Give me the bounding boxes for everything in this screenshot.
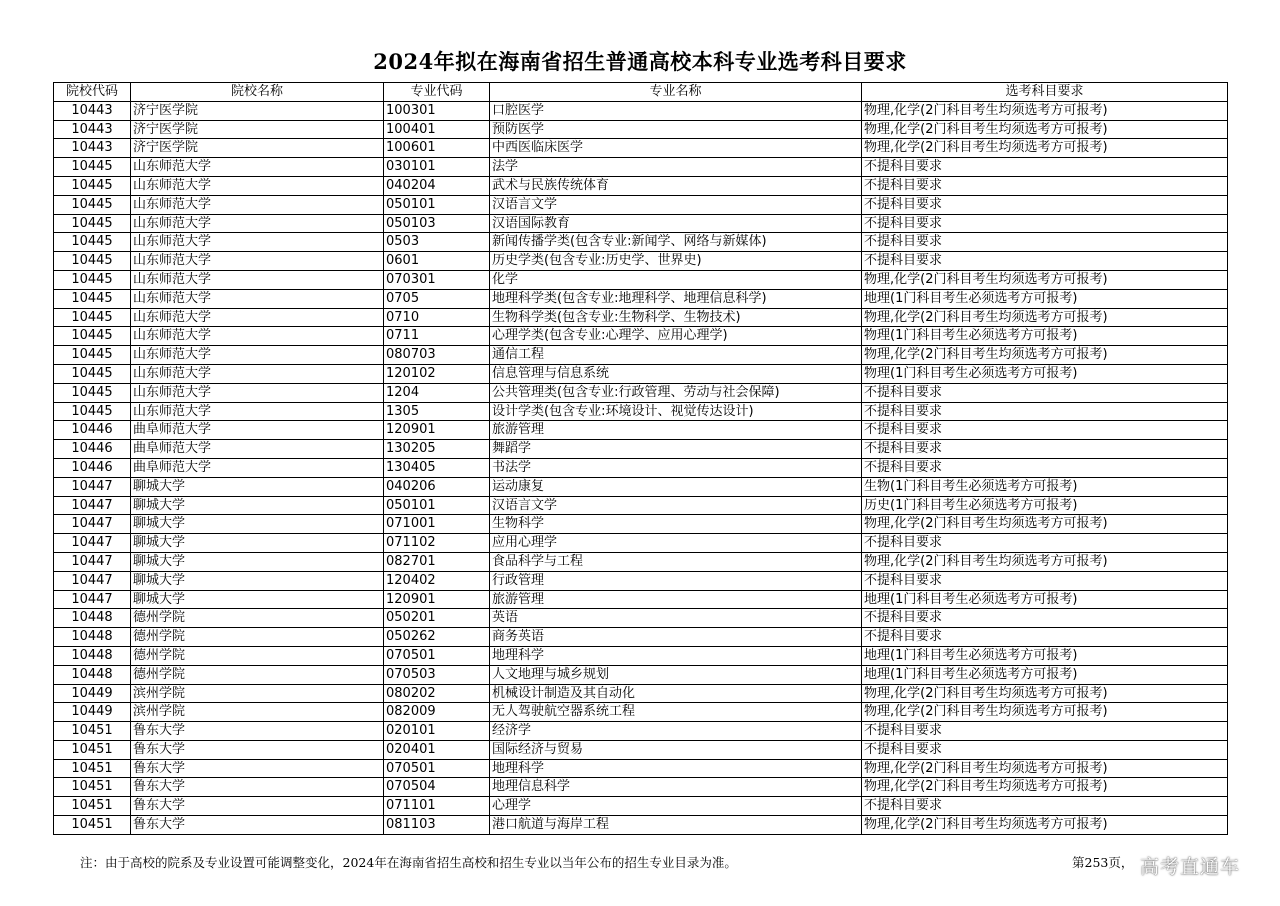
- cell-school-code: 10445: [54, 176, 131, 195]
- cell-subject-requirement: 不提科目要求: [862, 628, 1228, 647]
- cell-major-name: 汉语国际教育: [490, 214, 862, 233]
- cell-major-code: 070504: [384, 778, 490, 797]
- cell-major-name: 运动康复: [490, 477, 862, 496]
- cell-major-code: 071001: [384, 515, 490, 534]
- cell-major-code: 0601: [384, 252, 490, 271]
- cell-major-code: 130205: [384, 440, 490, 459]
- cell-school-code: 10446: [54, 440, 131, 459]
- cell-major-code: 0710: [384, 308, 490, 327]
- table-row: [54, 797, 1228, 816]
- cell-major-code: 081103: [384, 816, 490, 835]
- header-school-name: 院校名称: [131, 83, 384, 102]
- cell-subject-requirement: 不提科目要求: [862, 214, 1228, 233]
- cell-major-name: 化学: [490, 270, 862, 289]
- table-row: [54, 346, 1228, 365]
- cell-subject-requirement: 不提科目要求: [862, 233, 1228, 252]
- table-row: [54, 308, 1228, 327]
- cell-major-name: 信息管理与信息系统: [490, 364, 862, 383]
- table-row: [54, 421, 1228, 440]
- table-row: [54, 327, 1228, 346]
- cell-major-code: 050103: [384, 214, 490, 233]
- cell-school-name: 德州学院: [131, 646, 384, 665]
- cell-major-code: 120402: [384, 571, 490, 590]
- cell-school-code: 10445: [54, 214, 131, 233]
- cell-subject-requirement: 不提科目要求: [862, 797, 1228, 816]
- cell-major-name: 预防医学: [490, 120, 862, 139]
- table-row: [54, 289, 1228, 308]
- cell-school-code: 10445: [54, 158, 131, 177]
- table-row: [54, 665, 1228, 684]
- cell-school-code: 10447: [54, 534, 131, 553]
- cell-school-code: 10448: [54, 646, 131, 665]
- table-row: [54, 270, 1228, 289]
- cell-subject-requirement: 不提科目要求: [862, 402, 1228, 421]
- table-row: [54, 364, 1228, 383]
- table-row: [54, 628, 1228, 647]
- cell-major-name: 武术与民族传统体育: [490, 176, 862, 195]
- cell-major-code: 130405: [384, 458, 490, 477]
- cell-school-name: 山东师范大学: [131, 233, 384, 252]
- table-row: [54, 759, 1228, 778]
- cell-school-name: 山东师范大学: [131, 176, 384, 195]
- cell-school-code: 10448: [54, 609, 131, 628]
- cell-subject-requirement: 不提科目要求: [862, 158, 1228, 177]
- cell-major-code: 080202: [384, 684, 490, 703]
- cell-school-code: 10451: [54, 722, 131, 741]
- cell-major-name: 汉语言文学: [490, 496, 862, 515]
- cell-major-code: 080703: [384, 346, 490, 365]
- cell-school-name: 鲁东大学: [131, 740, 384, 759]
- cell-major-code: 070501: [384, 759, 490, 778]
- cell-school-code: 10443: [54, 139, 131, 158]
- table-row: [54, 120, 1228, 139]
- cell-major-code: 040206: [384, 477, 490, 496]
- cell-school-name: 聊城大学: [131, 534, 384, 553]
- cell-school-name: 滨州学院: [131, 703, 384, 722]
- cell-school-name: 滨州学院: [131, 684, 384, 703]
- cell-school-code: 10443: [54, 120, 131, 139]
- cell-major-name: 法学: [490, 158, 862, 177]
- cell-school-code: 10449: [54, 703, 131, 722]
- cell-major-name: 国际经济与贸易: [490, 740, 862, 759]
- cell-school-name: 聊城大学: [131, 515, 384, 534]
- cell-school-code: 10445: [54, 308, 131, 327]
- cell-school-code: 10443: [54, 101, 131, 120]
- cell-major-code: 120901: [384, 421, 490, 440]
- cell-school-name: 聊城大学: [131, 590, 384, 609]
- cell-subject-requirement: 不提科目要求: [862, 740, 1228, 759]
- table-body: [54, 101, 1228, 834]
- cell-school-name: 聊城大学: [131, 571, 384, 590]
- table-row: [54, 515, 1228, 534]
- cell-school-code: 10447: [54, 590, 131, 609]
- table-row: [54, 684, 1228, 703]
- cell-school-name: 山东师范大学: [131, 364, 384, 383]
- cell-major-code: 071101: [384, 797, 490, 816]
- cell-major-code: 1305: [384, 402, 490, 421]
- cell-school-name: 山东师范大学: [131, 270, 384, 289]
- table-row: [54, 646, 1228, 665]
- cell-school-code: 10445: [54, 233, 131, 252]
- cell-school-name: 山东师范大学: [131, 252, 384, 271]
- cell-major-name: 汉语言文学: [490, 195, 862, 214]
- footnote: 注：由于高校的院系及专业设置可能调整变化，2024年在海南省招生高校和招生专业以当年公布的招生专业目录为准。: [80, 855, 737, 870]
- cell-major-code: 120901: [384, 590, 490, 609]
- cell-school-code: 10446: [54, 458, 131, 477]
- table-row: [54, 383, 1228, 402]
- cell-major-name: 舞蹈学: [490, 440, 862, 459]
- cell-school-code: 10445: [54, 195, 131, 214]
- cell-subject-requirement: 不提科目要求: [862, 571, 1228, 590]
- cell-major-code: 050201: [384, 609, 490, 628]
- cell-subject-requirement: 地理(1门科目考生必须选考方可报考): [862, 665, 1228, 684]
- table-row: [54, 458, 1228, 477]
- cell-major-name: 经济学: [490, 722, 862, 741]
- cell-subject-requirement: 物理,化学(2门科目考生均须选考方可报考): [862, 703, 1228, 722]
- cell-school-name: 山东师范大学: [131, 402, 384, 421]
- table-row: [54, 722, 1228, 741]
- cell-major-name: 口腔医学: [490, 101, 862, 120]
- cell-major-name: 无人驾驶航空器系统工程: [490, 703, 862, 722]
- cell-school-name: 山东师范大学: [131, 383, 384, 402]
- header-major-name: 专业名称: [490, 83, 862, 102]
- cell-major-code: 070301: [384, 270, 490, 289]
- table-row: [54, 101, 1228, 120]
- cell-major-name: 地理科学类(包含专业:地理科学、地理信息科学): [490, 289, 862, 308]
- cell-school-name: 鲁东大学: [131, 778, 384, 797]
- cell-subject-requirement: 地理(1门科目考生必须选考方可报考): [862, 646, 1228, 665]
- cell-school-code: 10448: [54, 628, 131, 647]
- cell-subject-requirement: 不提科目要求: [862, 458, 1228, 477]
- table-row: [54, 176, 1228, 195]
- watermark-text: 高考直通车: [1140, 856, 1241, 878]
- cell-school-name: 济宁医学院: [131, 101, 384, 120]
- table-row: [54, 440, 1228, 459]
- cell-school-code: 10445: [54, 402, 131, 421]
- cell-subject-requirement: 不提科目要求: [862, 195, 1228, 214]
- cell-subject-requirement: 历史(1门科目考生必须选考方可报考): [862, 496, 1228, 515]
- cell-major-name: 设计学类(包含专业:环境设计、视觉传达设计): [490, 402, 862, 421]
- cell-major-name: 行政管理: [490, 571, 862, 590]
- cell-school-code: 10445: [54, 327, 131, 346]
- cell-major-name: 应用心理学: [490, 534, 862, 553]
- cell-major-name: 生物科学类(包含专业:生物科学、生物技术): [490, 308, 862, 327]
- header-subject-requirement: 选考科目要求: [862, 83, 1228, 102]
- cell-subject-requirement: 不提科目要求: [862, 440, 1228, 459]
- cell-subject-requirement: 物理,化学(2门科目考生均须选考方可报考): [862, 270, 1228, 289]
- cell-school-name: 鲁东大学: [131, 759, 384, 778]
- cell-major-name: 中西医临床医学: [490, 139, 862, 158]
- cell-subject-requirement: 不提科目要求: [862, 534, 1228, 553]
- cell-subject-requirement: 物理,化学(2门科目考生均须选考方可报考): [862, 778, 1228, 797]
- cell-major-code: 030101: [384, 158, 490, 177]
- table-row: [54, 571, 1228, 590]
- cell-school-code: 10447: [54, 552, 131, 571]
- cell-major-name: 港口航道与海岸工程: [490, 816, 862, 835]
- cell-major-name: 公共管理类(包含专业:行政管理、劳动与社会保障): [490, 383, 862, 402]
- header-major-code: 专业代码: [384, 83, 490, 102]
- cell-major-name: 心理学类(包含专业:心理学、应用心理学): [490, 327, 862, 346]
- cell-major-code: 020101: [384, 722, 490, 741]
- cell-school-code: 10448: [54, 665, 131, 684]
- cell-subject-requirement: 物理,化学(2门科目考生均须选考方可报考): [862, 816, 1228, 835]
- cell-subject-requirement: 物理,化学(2门科目考生均须选考方可报考): [862, 759, 1228, 778]
- cell-major-name: 地理信息科学: [490, 778, 862, 797]
- table-row: [54, 496, 1228, 515]
- header-school-code: 院校代码: [54, 83, 131, 102]
- cell-major-name: 心理学: [490, 797, 862, 816]
- cell-subject-requirement: 地理(1门科目考生必须选考方可报考): [862, 590, 1228, 609]
- cell-school-code: 10451: [54, 740, 131, 759]
- cell-major-code: 100301: [384, 101, 490, 120]
- cell-subject-requirement: 不提科目要求: [862, 609, 1228, 628]
- cell-school-code: 10451: [54, 759, 131, 778]
- cell-school-name: 德州学院: [131, 609, 384, 628]
- cell-subject-requirement: 不提科目要求: [862, 383, 1228, 402]
- cell-major-code: 050262: [384, 628, 490, 647]
- cell-school-code: 10449: [54, 684, 131, 703]
- cell-school-name: 曲阜师范大学: [131, 458, 384, 477]
- cell-subject-requirement: 物理,化学(2门科目考生均须选考方可报考): [862, 308, 1228, 327]
- table-row: [54, 703, 1228, 722]
- table-row: [54, 740, 1228, 759]
- page-number: 第253页，: [1072, 855, 1134, 870]
- cell-subject-requirement: 不提科目要求: [862, 252, 1228, 271]
- cell-school-code: 10445: [54, 364, 131, 383]
- cell-subject-requirement: 生物(1门科目考生必须选考方可报考): [862, 477, 1228, 496]
- cell-school-name: 聊城大学: [131, 496, 384, 515]
- cell-subject-requirement: 物理,化学(2门科目考生均须选考方可报考): [862, 120, 1228, 139]
- cell-major-code: 020401: [384, 740, 490, 759]
- cell-major-code: 040204: [384, 176, 490, 195]
- cell-major-name: 书法学: [490, 458, 862, 477]
- cell-major-name: 地理科学: [490, 646, 862, 665]
- cell-major-code: 070501: [384, 646, 490, 665]
- cell-school-code: 10445: [54, 252, 131, 271]
- requirements-table: [53, 82, 1228, 835]
- cell-major-name: 英语: [490, 609, 862, 628]
- cell-major-name: 人文地理与城乡规划: [490, 665, 862, 684]
- page-title: 2024年拟在海南省招生普通高校本科专业选考科目要求: [373, 49, 907, 74]
- cell-major-name: 旅游管理: [490, 590, 862, 609]
- table-row: [54, 233, 1228, 252]
- cell-major-name: 历史学类(包含专业:历史学、世界史): [490, 252, 862, 271]
- cell-subject-requirement: 物理,化学(2门科目考生均须选考方可报考): [862, 139, 1228, 158]
- cell-school-name: 聊城大学: [131, 552, 384, 571]
- cell-major-code: 1204: [384, 383, 490, 402]
- cell-subject-requirement: 不提科目要求: [862, 421, 1228, 440]
- cell-school-code: 10447: [54, 571, 131, 590]
- cell-subject-requirement: 地理(1门科目考生必须选考方可报考): [862, 289, 1228, 308]
- cell-school-name: 济宁医学院: [131, 120, 384, 139]
- cell-school-name: 曲阜师范大学: [131, 421, 384, 440]
- cell-school-name: 鲁东大学: [131, 797, 384, 816]
- table-row: [54, 214, 1228, 233]
- cell-major-code: 100601: [384, 139, 490, 158]
- cell-major-name: 地理科学: [490, 759, 862, 778]
- cell-major-name: 生物科学: [490, 515, 862, 534]
- table-row: [54, 590, 1228, 609]
- cell-school-code: 10451: [54, 797, 131, 816]
- cell-major-code: 071102: [384, 534, 490, 553]
- table-row: [54, 402, 1228, 421]
- table-row: [54, 778, 1228, 797]
- cell-school-code: 10445: [54, 346, 131, 365]
- cell-school-name: 山东师范大学: [131, 346, 384, 365]
- table-row: [54, 158, 1228, 177]
- cell-school-name: 鲁东大学: [131, 722, 384, 741]
- cell-school-code: 10445: [54, 289, 131, 308]
- cell-major-code: 0705: [384, 289, 490, 308]
- cell-subject-requirement: 物理,化学(2门科目考生均须选考方可报考): [862, 346, 1228, 365]
- cell-major-code: 050101: [384, 496, 490, 515]
- cell-subject-requirement: 物理,化学(2门科目考生均须选考方可报考): [862, 515, 1228, 534]
- cell-major-code: 0503: [384, 233, 490, 252]
- table-row: [54, 252, 1228, 271]
- cell-subject-requirement: 物理,化学(2门科目考生均须选考方可报考): [862, 101, 1228, 120]
- cell-school-code: 10446: [54, 421, 131, 440]
- table-row: [54, 816, 1228, 835]
- cell-school-name: 德州学院: [131, 628, 384, 647]
- cell-school-code: 10451: [54, 778, 131, 797]
- cell-major-code: 082701: [384, 552, 490, 571]
- table-header-row: [54, 83, 1228, 102]
- cell-major-code: 050101: [384, 195, 490, 214]
- cell-school-code: 10445: [54, 383, 131, 402]
- table-row: [54, 477, 1228, 496]
- table-row: [54, 534, 1228, 553]
- cell-school-code: 10447: [54, 515, 131, 534]
- cell-major-name: 旅游管理: [490, 421, 862, 440]
- cell-major-code: 082009: [384, 703, 490, 722]
- cell-major-name: 新闻传播学类(包含专业:新闻学、网络与新媒体): [490, 233, 862, 252]
- cell-subject-requirement: 物理(1门科目考生必须选考方可报考): [862, 327, 1228, 346]
- cell-school-name: 鲁东大学: [131, 816, 384, 835]
- cell-subject-requirement: 物理(1门科目考生必须选考方可报考): [862, 364, 1228, 383]
- cell-major-code: 070503: [384, 665, 490, 684]
- cell-subject-requirement: 物理,化学(2门科目考生均须选考方可报考): [862, 552, 1228, 571]
- cell-subject-requirement: 不提科目要求: [862, 722, 1228, 741]
- cell-school-name: 山东师范大学: [131, 214, 384, 233]
- cell-school-name: 山东师范大学: [131, 327, 384, 346]
- cell-major-code: 100401: [384, 120, 490, 139]
- cell-major-code: 120102: [384, 364, 490, 383]
- table-row: [54, 552, 1228, 571]
- cell-major-code: 0711: [384, 327, 490, 346]
- cell-major-name: 商务英语: [490, 628, 862, 647]
- cell-school-name: 山东师范大学: [131, 195, 384, 214]
- cell-major-name: 通信工程: [490, 346, 862, 365]
- cell-school-name: 曲阜师范大学: [131, 440, 384, 459]
- cell-school-code: 10451: [54, 816, 131, 835]
- cell-school-code: 10445: [54, 270, 131, 289]
- cell-major-name: 机械设计制造及其自动化: [490, 684, 862, 703]
- cell-school-name: 山东师范大学: [131, 308, 384, 327]
- table-row: [54, 139, 1228, 158]
- cell-school-name: 山东师范大学: [131, 289, 384, 308]
- cell-major-name: 食品科学与工程: [490, 552, 862, 571]
- cell-school-name: 济宁医学院: [131, 139, 384, 158]
- cell-subject-requirement: 不提科目要求: [862, 176, 1228, 195]
- cell-school-name: 山东师范大学: [131, 158, 384, 177]
- cell-school-code: 10447: [54, 477, 131, 496]
- cell-school-name: 聊城大学: [131, 477, 384, 496]
- table-row: [54, 609, 1228, 628]
- cell-school-name: 德州学院: [131, 665, 384, 684]
- table-row: [54, 195, 1228, 214]
- cell-subject-requirement: 物理,化学(2门科目考生均须选考方可报考): [862, 684, 1228, 703]
- cell-school-code: 10447: [54, 496, 131, 515]
